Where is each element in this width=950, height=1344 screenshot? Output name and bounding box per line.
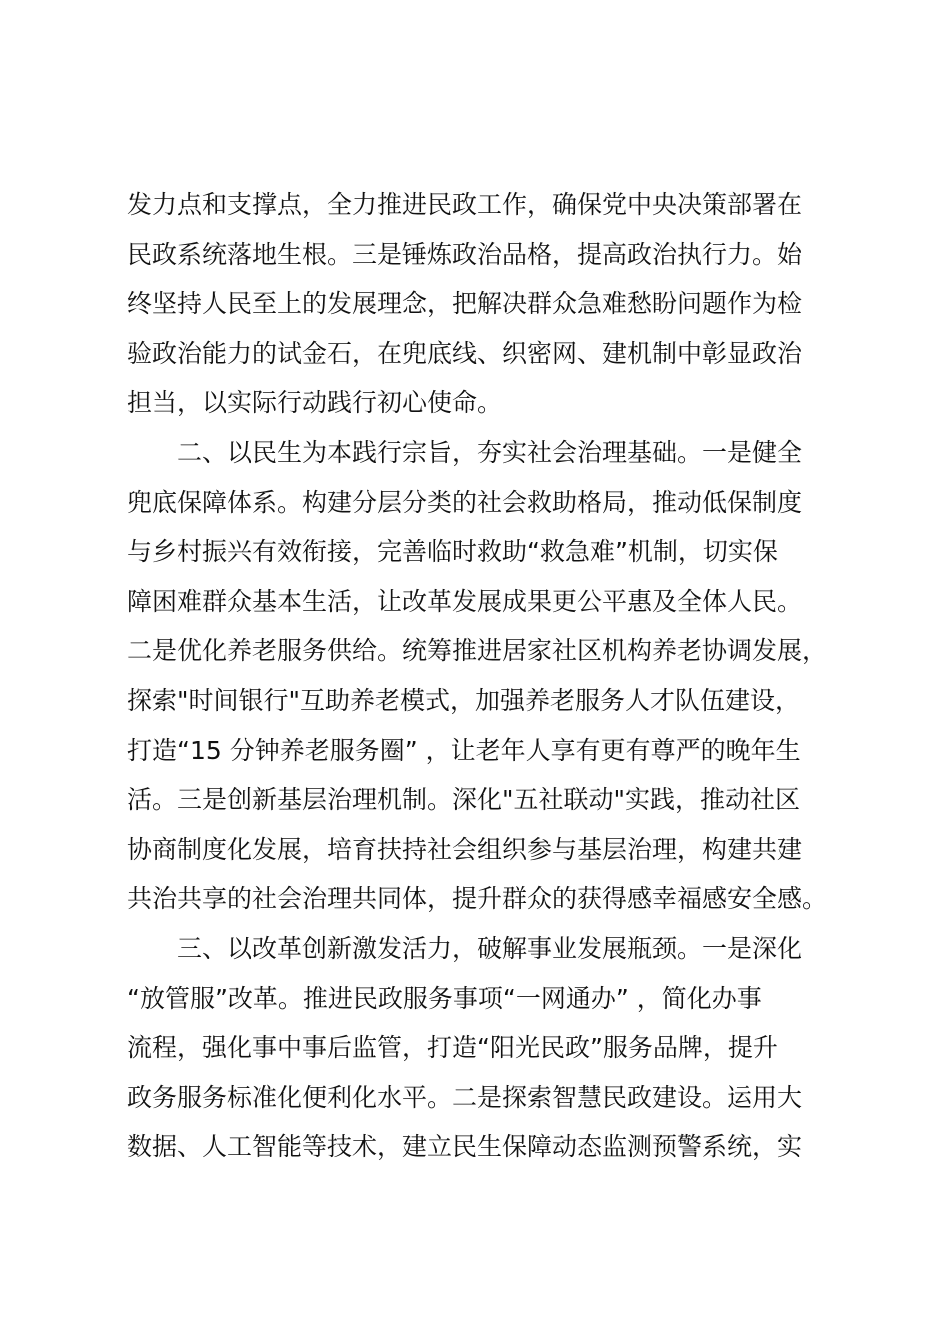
text-line: 与乡村振兴有效衔接，完善临时救助“救急难”机制，切实保	[127, 537, 778, 567]
text-line: 打造“15 分钟养老服务圈” ，让老年人享有更有尊严的晚年生	[127, 735, 801, 765]
text-line: 数据、人工智能等技术，建立民生保障动态监测预警系统，实	[127, 1132, 803, 1162]
text-line: 二是优化养老服务供给。统筹推进居家社区机构养老协调发展，	[127, 636, 828, 666]
section-heading-line: 三、以改革创新激发活力，破解事业发展瓶颈。一是深化	[177, 933, 803, 963]
text-line: 共治共享的社会治理共同体，提升群众的获得感幸福感安全感。	[127, 884, 828, 914]
text-line: 活。三是创新基层治理机制。深化"五社联动"实践，推动社区	[127, 785, 801, 815]
text-line: 障困难群众基本生活，让改革发展成果更公平惠及全体人民。	[127, 586, 803, 616]
text-line: 民政系统落地生根。三是锤炼政治品格，提高政治执行力。始	[127, 239, 803, 269]
text-line: “放管服”改革。推进民政服务事项“一网通办” ，简化办事	[127, 983, 762, 1013]
text-line: 兜底保障体系。构建分层分类的社会救助格局，推动低保制度	[127, 487, 803, 517]
text-line: 探索"时间银行"互助养老模式，加强养老服务人才队伍建设，	[127, 685, 801, 715]
text-line: 流程，强化事中事后监管，打造“阳光民政”服务品牌，提升	[127, 1033, 778, 1063]
text-line: 政务服务标准化便利化水平。二是探索智慧民政建设。运用大	[127, 1082, 803, 1112]
section-heading-line: 二、以民生为本践行宗旨，夯实社会治理基础。一是健全	[177, 437, 803, 467]
text-line: 协商制度化发展，培育扶持社会组织参与基层治理，构建共建	[127, 834, 803, 864]
text-line: 验政治能力的试金石，在兜底线、织密网、建机制中彰显政治	[127, 338, 803, 368]
text-line: 发力点和支撑点，全力推进民政工作，确保党中央决策部署在	[127, 190, 803, 219]
text-line: 担当，以实际行动践行初心使命。	[127, 388, 503, 418]
text-line: 终坚持人民至上的发展理念，把解决群众急难愁盼问题作为检	[127, 289, 803, 319]
body-text	[127, 180, 847, 1172]
